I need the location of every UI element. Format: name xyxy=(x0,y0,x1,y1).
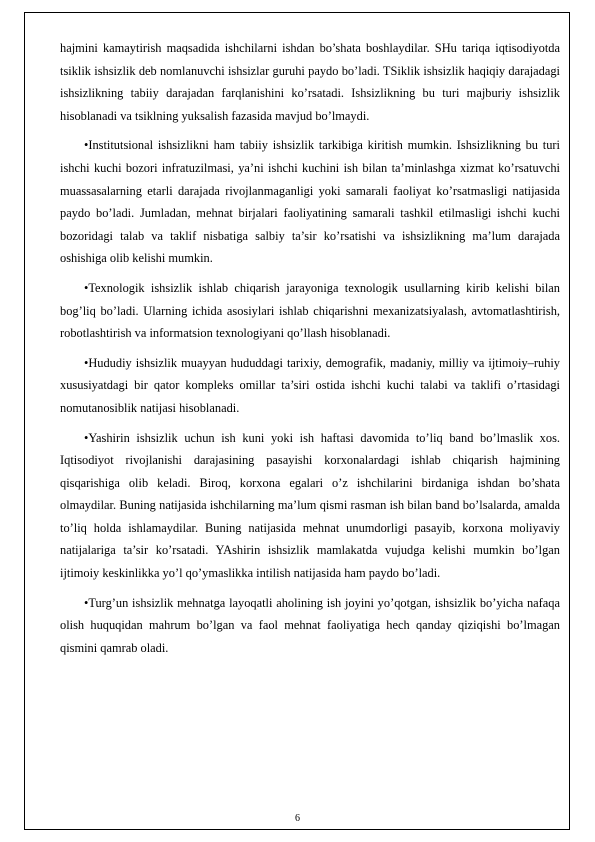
paragraph-regional-unemployment: •Hududiy ishsizlik muayyan hududdagi tarixiy, demografik, madaniy, milliy va ijtimoiy–ruhiy xususiyatdagi bir qator kompleks omillar ta’siri ostida ishchi kuchi talabi va taklifi o’rtasidagi nomutanosiblik natijasi hisoblanadi. xyxy=(60,355,560,415)
paragraph-technological-unemployment: •Texnologik ishsizlik ishlab chiqarish jarayoniga texnologik usullarning kirib kelishi bilan bog’liq bo’ladi. Ularning ichida asosiylari ishlab chiqarishni mexanizatsiyalash, avtomatlashtirish, robotlashtirish va informatsion texnologiyani qo’llash hisoblanadi. xyxy=(60,280,560,341)
paragraph-stagnant-unemployment: •Turg’un ishsizlik mehnatga layoqatli aholining ish joyini yo’qotgan, ishsizlik bo’yicha nafaqa olish huquqidan mahrum bo’lgan va faol mehnat faoliyatiga hech qanday qiziqishi bo’lmagan qismini qamrab oladi. xyxy=(60,595,560,655)
page-number: 6 xyxy=(295,813,300,824)
paragraph-cyclical-unemployment: hajmini kamaytirish maqsadida ishchilarni ishdan bo’shata boshlaydilar. SHu tariqa iqtisodiyotda tsiklik ishsizlik deb nomlanuvchi ishsizlar guruhi paydo bo’ladi. TSiklik ishsizlik haqiqiy darajadagi ishsizlikning tabiiy darajadan farqlanishini ko’rsatadi. Ishsizlikning bu turi majburiy ishsizlik hisoblanadi va tsiklning yuksalish fazasida mavjud bo’lmaydi. xyxy=(60,41,560,123)
document-body xyxy=(60,37,560,666)
paragraph-hidden-unemployment: •Yashirin ishsizlik uchun ish kuni yoki ish haftasi davomida to’liq band bo’lmaslik xos. Iqtisodiyot rivojlanishi darajasining pasayishi korxonalardagi ishlab chiqarish hajmining qisqarishiga olib keladi. Biroq, korxona egalari o’z ishchilarini birdaniga ishdan bo’shata olmaydilar. Buning natijasida ishchilarning ma’lum qismi rasman ish bilan band bo’lsalarda, amalda to’liq holda ishlamaydilar. Buning natijasida mehnat unumdorligi pasayib, korxona moliyaviy natijalariga ta’sir ko’rsatadi. YAshirin ishsizlik mamlakatda vujudga kelishi mumkin bo’lgan ijtimoiy keskinlikka yo’l qo’ymaslikka intilish natijasida ham paydo bo’ladi. xyxy=(60,430,560,581)
paragraph-institutional-unemployment: •Institutsional ishsizlikni ham tabiiy ishsizlik tarkibiga kiritish mumkin. Ishsizlikning bu turi ishchi kuchi bozori infratuzilmasi, ya’ni ishchi kuchini ish bilan ta’minlashga xizmat ko’rsatuvchi muassasalarning etarli darajada rivojlanmaganligi yoki samarali faoliyat ko’rsatmasligi natijasida paydo bo’ladi. Jumladan, mehnat birjalari faoliyatining samarali tashkil etilmasligi ishchi kuchi bozoridagi talab va taklif nisbatiga salbiy ta’sir ko’rsatishi va ishsizlikning ma’lum darajada oshishiga olib kelishi mumkin. xyxy=(60,138,560,266)
